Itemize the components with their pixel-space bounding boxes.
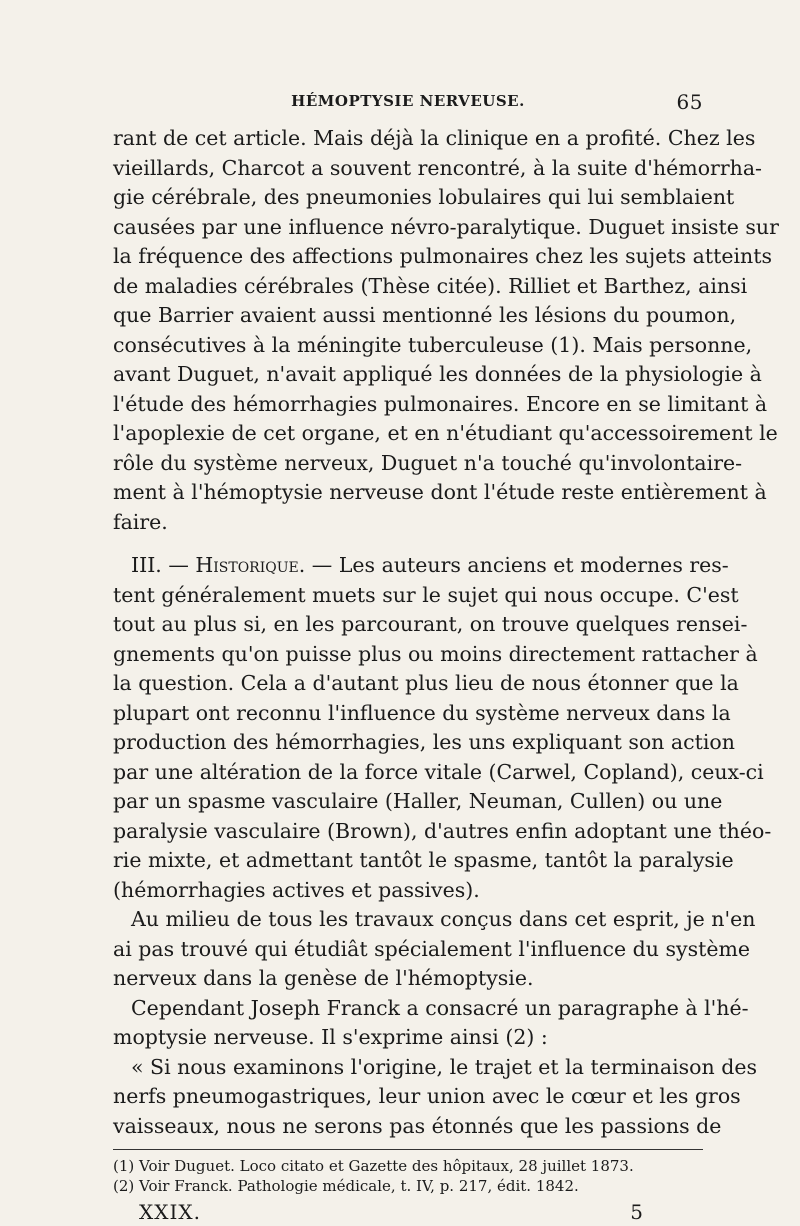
text-line: l'apoplexie de cet organe, et en n'étudiant qu'accessoirement le	[113, 421, 778, 445]
page-title: HÉMOPTYSIE NERVEUSE.	[291, 92, 525, 110]
text-line: ment à l'hémoptysie nerveuse dont l'étude reste entièrement à	[113, 480, 767, 504]
paragraph-2	[113, 551, 772, 905]
section-title: Historique.	[195, 553, 306, 577]
text-line: nerveux dans la genèse de l'hémoptysie.	[113, 966, 534, 990]
text-line: ai pas trouvé qui étudiât spécialement l'influence du système	[113, 936, 751, 961]
text-line: causées par une influence névro-paralytique. Duguet insiste sur	[113, 214, 779, 239]
text-fragment: — Les auteurs anciens et modernes res-	[311, 553, 729, 577]
text-line: nerfs pneumogastriques, leur union avec le cœur et les gros	[113, 1084, 741, 1108]
text-line: que Barrier avaient aussi mentionné les lésions du poumon,	[113, 303, 737, 327]
text-line: rôle du système nerveux, Duguet n'a touché qu'involontaire-	[113, 450, 743, 475]
text-line: rant de cet article. Mais déjà la clinique en a profité. Chez les	[113, 126, 756, 150]
text-line: avant Duguet, n'avait appliqué les données de la physiologie à	[113, 362, 762, 386]
text-line: moptysie nerveuse. Il s'exprime ainsi (2) :	[113, 1025, 548, 1049]
text-line: consécutives à la méningite tuberculeuse (1). Mais personne,	[113, 332, 753, 357]
signature-mark: XXIX.	[139, 1200, 201, 1224]
text-line: par un spasme vasculaire (Haller, Neuman, Cullen) ou une	[113, 789, 723, 813]
running-head	[113, 92, 703, 124]
text-line: Cependant Joseph Franck a consacré un paragraphe à l'hé-	[131, 995, 749, 1020]
text-line: tout au plus si, en les parcourant, on trouve quelques rensei-	[113, 612, 748, 636]
text-line: (hémorrhagies actives et passives).	[113, 877, 480, 902]
paragraph-4	[113, 994, 749, 1053]
text-line: vieillards, Charcot a souvent rencontré, à la suite d'hémorrha-	[113, 155, 762, 180]
text-line: la question. Cela a d'autant plus lieu de nous étonner que la	[113, 671, 739, 695]
section-number: III. —	[131, 553, 189, 577]
text-line: faire.	[113, 509, 168, 534]
text-line: production des hémorrhagies, les uns expliquant son action	[113, 730, 735, 754]
text-line: la fréquence des affections pulmonaires chez les sujets atteints	[113, 244, 772, 268]
footnotes	[113, 1149, 703, 1196]
paragraph-3	[113, 905, 756, 994]
paragraph-1	[113, 124, 779, 537]
text-line: rie mixte, et admettant tantôt le spasme, tantôt la paralysie	[113, 848, 734, 872]
book-page	[113, 90, 779, 1226]
text-line: l'étude des hémorrhagies pulmonaires. Encore en se limitant à	[113, 391, 768, 416]
text-line: paralysie vasculaire (Brown), d'autres enfin adoptant une théo-	[113, 818, 772, 843]
footnote-2: (2) Voir Franck. Pathologie médicale, t. IV, p. 217, édit. 1842.	[113, 1177, 579, 1195]
text-line: tent généralement muets sur le sujet qui nous occupe. C'est	[113, 582, 739, 607]
text-line: vaisseaux, nous ne serons pas étonnés que les passions de	[113, 1113, 722, 1138]
page-number: 65	[676, 90, 703, 114]
text-line: plupart ont reconnu l'influence du système nerveux dans la	[113, 700, 731, 725]
signature-number: 5	[630, 1200, 643, 1224]
body-text	[113, 124, 779, 1141]
text-line: par une altération de la force vitale (Carwel, Copland), ceux-ci	[113, 759, 764, 784]
text-line: gnements qu'on puisse plus ou moins directement rattacher à	[113, 641, 758, 666]
section-heading-line	[113, 551, 729, 581]
paragraph-5-quotation	[113, 1053, 757, 1142]
printer-signature	[113, 1200, 703, 1226]
text-line: gie cérébrale, des pneumonies lobulaires qui lui semblaient	[113, 185, 735, 209]
text-line: de maladies cérébrales (Thèse citée). Rilliet et Barthez, ainsi	[113, 273, 748, 298]
text-line: Au milieu de tous les travaux conçus dans cet esprit, je n'en	[131, 907, 756, 931]
footnote-1: (1) Voir Duguet. Loco citato et Gazette des hôpitaux, 28 juillet 1873.	[113, 1157, 634, 1175]
text-line: « Si nous examinons l'origine, le trajet et la terminaison des	[131, 1054, 757, 1079]
